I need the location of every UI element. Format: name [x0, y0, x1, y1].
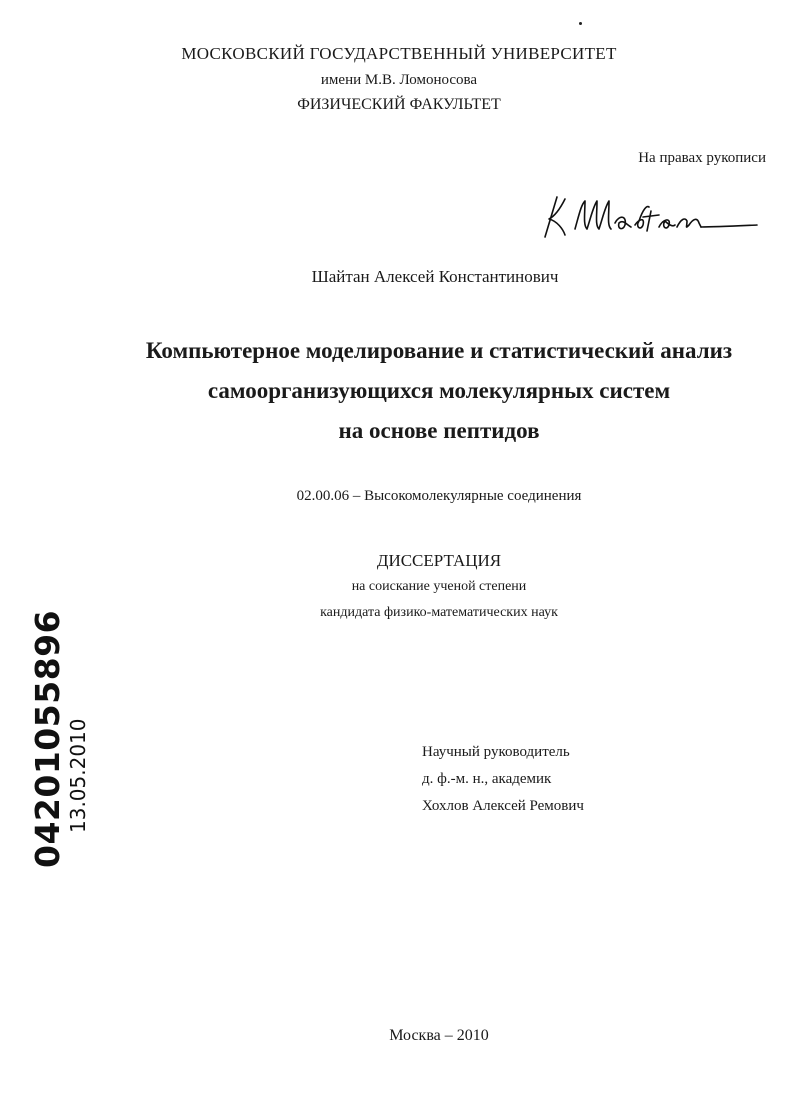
library-stamp-number: 04201055896 — [28, 609, 67, 868]
faculty-name: ФИЗИЧЕСКИЙ ФАКУЛЬТЕТ — [297, 96, 501, 113]
university-name: МОСКОВСКИЙ ГОСУДАРСТВЕННЫЙ УНИВЕРСИТЕТ — [181, 44, 617, 63]
supervisor-name: Хохлов Алексей Ремович — [422, 798, 584, 814]
supervisor-role: Научный руководитель — [422, 744, 570, 760]
degree-line-1: на соискание ученой степени — [351, 579, 527, 594]
city-year: Москва – 2010 — [389, 1027, 489, 1044]
degree-line-2: кандидата физико-математических наук — [320, 605, 558, 620]
title-line-1: Компьютерное моделирование и статистический анализ — [145, 338, 733, 363]
scan-speck — [579, 22, 582, 25]
author-name: Шайтан Алексей Константинович — [311, 267, 559, 286]
title-line-3: на основе пептидов — [338, 418, 540, 443]
dissertation-label: ДИССЕРТАЦИЯ — [376, 551, 502, 570]
manuscript-rights: На правах рукописи — [638, 150, 766, 166]
handwritten-signature — [535, 185, 765, 245]
library-stamp-date: 13.05.2010 — [66, 718, 90, 833]
title-line-2: самоорганизующихся молекулярных систем — [207, 378, 671, 403]
supervisor-degree: д. ф.-м. н., академик — [422, 771, 552, 787]
specialty-code: 02.00.06 – Высокомолекулярные соединения — [296, 488, 582, 504]
named-after: имени М.В. Ломоносова — [320, 72, 478, 88]
